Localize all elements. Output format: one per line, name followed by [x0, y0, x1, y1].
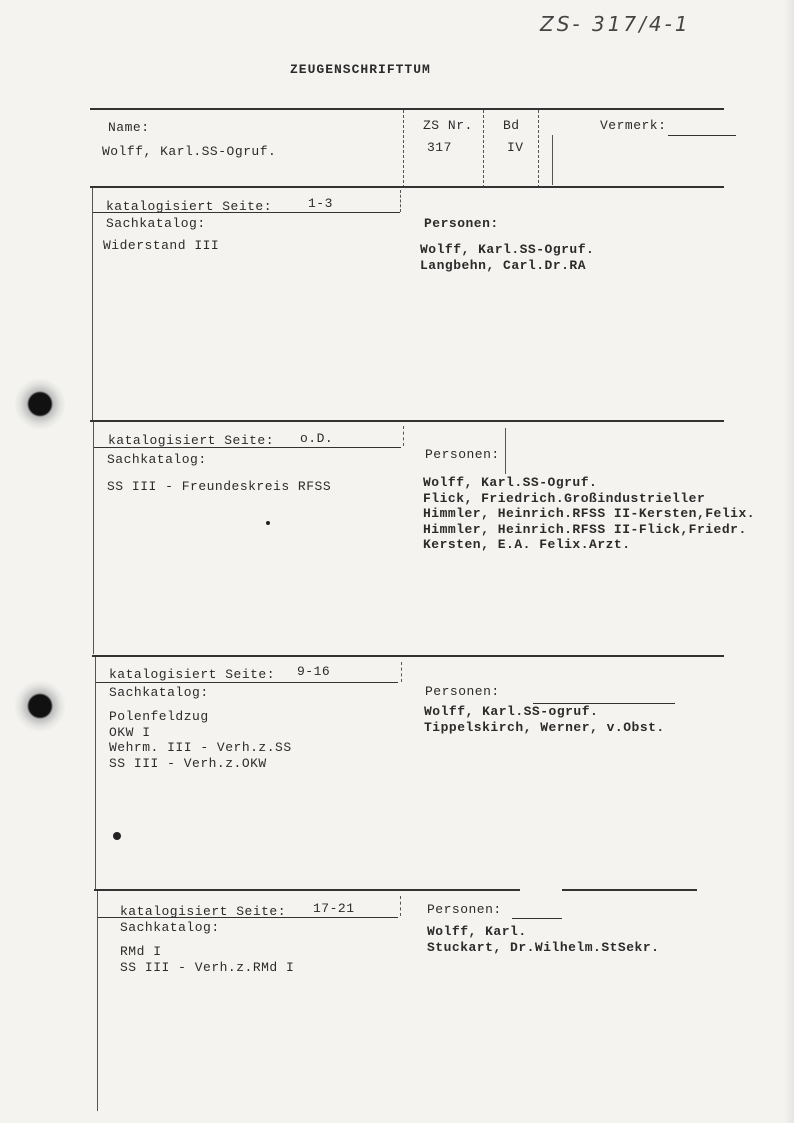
personen-label: Personen:: [424, 216, 499, 231]
personen-label: Personen:: [427, 902, 502, 917]
archive-signature: ZS- 317/4-1: [540, 12, 691, 36]
seite-value: 17-21: [313, 901, 355, 916]
personen-list: [420, 242, 594, 273]
list-item: Widerstand III: [103, 238, 220, 253]
sachkatalog-list: [120, 944, 294, 975]
ink-speck: [113, 832, 121, 840]
zs-value: 317: [427, 140, 452, 155]
sachkatalog-label: Sachkatalog:: [106, 216, 206, 231]
sachkatalog-label: Sachkatalog:: [109, 685, 209, 700]
page-edge: [784, 0, 794, 1123]
seite-label: katalogisiert Seite:: [109, 667, 276, 682]
bd-value: IV: [507, 140, 524, 155]
list-item: Wolff, Karl.SS-Ogruf.: [423, 475, 598, 490]
personen-list: [427, 924, 659, 955]
bd-label: Bd: [503, 118, 520, 133]
list-item: Wolff, Karl.: [427, 924, 527, 939]
seite-label: katalogisiert Seite:: [120, 904, 287, 919]
list-item: Stuckart, Dr.Wilhelm.StSekr.: [427, 939, 660, 955]
list-item: SS III - Verh.z.RMd I: [120, 959, 295, 975]
list-item: Himmler, Heinrich.RFSS II-Flick,Friedr.: [423, 521, 747, 537]
list-item: Kersten, E.A. Felix.Arzt.: [423, 537, 631, 552]
personen-label: Personen:: [425, 447, 500, 462]
sachkatalog-list: [109, 709, 292, 771]
list-item: Wolff, Karl.SS-ogruf.: [424, 704, 599, 719]
list-item: Himmler, Heinrich.RFSS II-Kersten,Felix.: [423, 506, 756, 521]
personen-label: Personen:: [425, 684, 500, 699]
list-item: Wehrm. III - Verh.z.SS: [109, 740, 292, 755]
seite-label: katalogisiert Seite:: [108, 433, 275, 448]
seite-value: 9-16: [297, 664, 331, 679]
zs-label: ZS Nr.: [423, 118, 473, 133]
personen-list: [424, 704, 665, 735]
list-item: SS III - Freundeskreis RFSS: [107, 479, 332, 494]
list-item: Tippelskirch, Werner, v.Obst.: [424, 719, 665, 735]
list-item: SS III - Verh.z.OKW: [109, 755, 267, 771]
personen-list: [423, 475, 755, 553]
sachkatalog-label: Sachkatalog:: [120, 920, 220, 935]
list-item: Langbehn, Carl.Dr.RA: [420, 257, 587, 273]
seite-value: o.D.: [300, 431, 334, 446]
list-item: RMd I: [120, 944, 162, 959]
name-label: Name:: [108, 120, 150, 135]
name-value: Wolff, Karl.SS-Ogruf.: [102, 144, 277, 159]
seite-value: 1-3: [308, 196, 333, 211]
list-item: Flick, Friedrich.Großindustrieller: [423, 490, 706, 506]
vermerk-label: Vermerk:: [600, 118, 667, 133]
punch-hole-top: [14, 378, 66, 430]
sachkatalog-list: [103, 238, 219, 254]
sachkatalog-list: [107, 479, 331, 495]
punch-hole-bottom: [14, 680, 66, 732]
list-item: Wolff, Karl.SS-Ogruf.: [420, 242, 595, 257]
sachkatalog-label: Sachkatalog:: [107, 452, 207, 467]
ink-speck-small: [266, 521, 270, 525]
list-item: Polenfeldzug: [109, 709, 209, 724]
seite-label: katalogisiert Seite:: [106, 199, 273, 214]
list-item: OKW I: [109, 724, 151, 740]
page-title: ZEUGENSCHRIFTTUM: [290, 62, 431, 77]
